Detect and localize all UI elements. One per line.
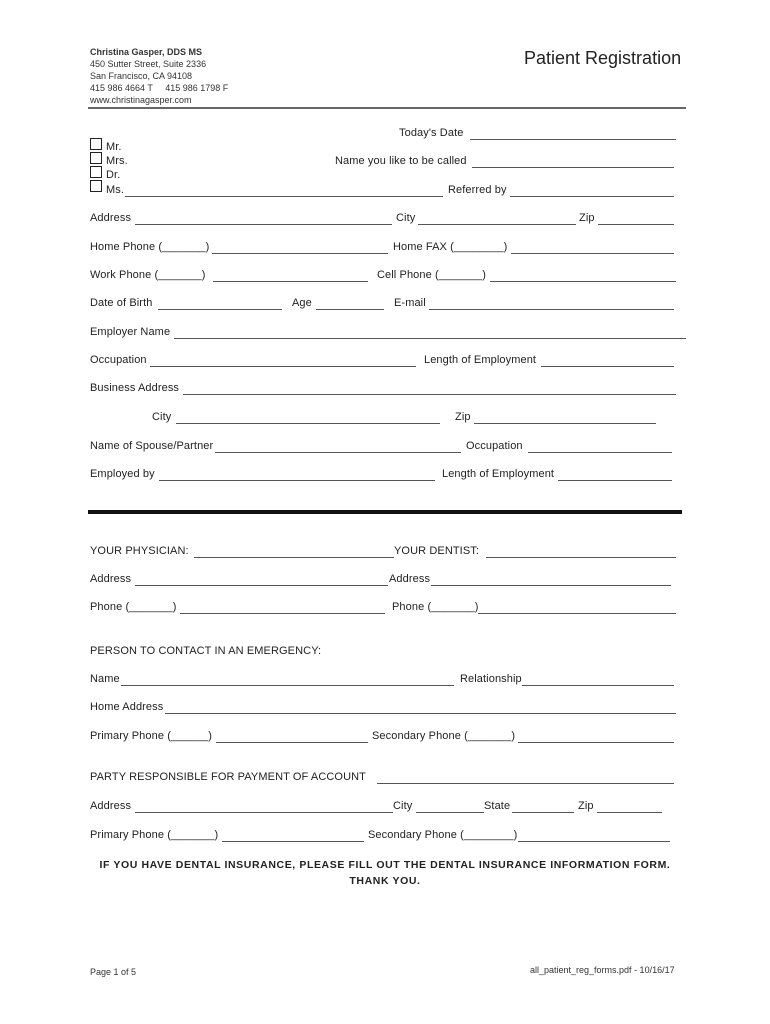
business-address-field[interactable]: [183, 394, 676, 395]
dentist-field[interactable]: [486, 557, 676, 558]
dentist-phone-label: Phone (_______): [392, 601, 479, 613]
emergency-heading: PERSON TO CONTACT IN AN EMERGENCY:: [90, 645, 322, 657]
business-city-field[interactable]: [176, 423, 440, 424]
responsible-secondary-phone-label: Secondary Phone (________): [368, 829, 518, 841]
insurance-notice-line2: THANK YOU.: [349, 875, 421, 887]
dentist-label: YOUR DENTIST:: [394, 545, 480, 557]
salutation-dr-label: Dr.: [106, 169, 121, 181]
responsible-primary-phone-field[interactable]: [222, 841, 364, 842]
salutation-mr-label: Mr.: [106, 141, 122, 153]
header-divider: [88, 107, 686, 109]
name-field[interactable]: [125, 196, 443, 197]
occupation-label: Occupation: [90, 354, 147, 366]
responsible-state-label: State: [484, 800, 511, 812]
dob-label: Date of Birth: [90, 297, 153, 309]
responsible-state-field[interactable]: [512, 812, 574, 813]
emergency-primary-phone-label: Primary Phone (______): [90, 730, 213, 742]
section-divider: [88, 510, 682, 514]
city-label: City: [396, 212, 416, 224]
occupation-field[interactable]: [150, 366, 416, 367]
relationship-label: Relationship: [460, 673, 522, 685]
home-fax-field[interactable]: [511, 253, 674, 254]
city-field[interactable]: [418, 224, 576, 225]
emergency-home-address-label: Home Address: [90, 701, 164, 713]
todays-date-label: Today's Date: [399, 127, 464, 139]
cell-phone-label: Cell Phone (_______): [377, 269, 487, 281]
responsible-zip-label: Zip: [578, 800, 594, 812]
physician-phone-label: Phone (_______): [90, 601, 177, 613]
referred-by-field[interactable]: [510, 196, 674, 197]
spouse-length-label: Length of Employment: [442, 468, 555, 480]
age-field[interactable]: [316, 309, 384, 310]
name-called-label: Name you like to be called: [335, 155, 467, 167]
zip-label: Zip: [579, 212, 595, 224]
relationship-field[interactable]: [522, 685, 674, 686]
todays-date-field[interactable]: [470, 139, 676, 140]
physician-phone-field[interactable]: [180, 613, 385, 614]
emergency-secondary-phone-field[interactable]: [518, 742, 674, 743]
physician-field[interactable]: [194, 557, 394, 558]
responsible-city-field[interactable]: [416, 812, 484, 813]
emergency-secondary-phone-label: Secondary Phone (_______): [372, 730, 516, 742]
salutation-mrs-label: Mrs.: [106, 155, 128, 167]
spouse-name-field[interactable]: [215, 452, 461, 453]
responsible-primary-phone-label: Primary Phone (_______): [90, 829, 219, 841]
home-phone-label: Home Phone (_______): [90, 241, 210, 253]
home-phone-field[interactable]: [212, 253, 388, 254]
physician-address-field[interactable]: [135, 585, 388, 586]
checkbox-mr[interactable]: [90, 138, 102, 150]
work-phone-field[interactable]: [213, 281, 368, 282]
practice-info: [90, 46, 228, 106]
employed-by-label: Employed by: [90, 468, 155, 480]
responsible-city-label: City: [393, 800, 413, 812]
cell-phone-field[interactable]: [490, 281, 676, 282]
spouse-name-label: Name of Spouse/Partner: [90, 440, 214, 452]
dentist-address-field[interactable]: [431, 585, 671, 586]
insurance-notice: [88, 857, 682, 889]
checkbox-dr[interactable]: [90, 166, 102, 178]
emergency-name-label: Name: [90, 673, 120, 685]
email-field[interactable]: [429, 309, 674, 310]
practice-website[interactable]: www.christinagasper.com: [90, 95, 192, 105]
referred-by-label: Referred by: [448, 184, 507, 196]
spouse-length-field[interactable]: [558, 480, 672, 481]
salutation-ms-label: Ms.: [106, 184, 125, 196]
name-called-field[interactable]: [472, 167, 674, 168]
checkbox-ms[interactable]: [90, 180, 102, 192]
responsible-address-label: Address: [90, 800, 132, 812]
dentist-phone-field[interactable]: [478, 613, 676, 614]
responsible-party-field[interactable]: [377, 783, 674, 784]
responsible-secondary-phone-field[interactable]: [518, 841, 670, 842]
zip-field[interactable]: [598, 224, 674, 225]
address-field[interactable]: [135, 224, 392, 225]
emergency-name-field[interactable]: [121, 685, 454, 686]
work-phone-label: Work Phone (_______): [90, 269, 206, 281]
page-number: Page 1 of 5: [90, 967, 137, 977]
business-address-label: Business Address: [90, 382, 180, 394]
employer-name-field[interactable]: [174, 338, 686, 339]
address-label: Address: [90, 212, 132, 224]
insurance-notice-line1: IF YOU HAVE DENTAL INSURANCE, PLEASE FILL OUT THE DENTAL INSURANCE INFORMATION FORM.: [99, 859, 671, 871]
length-employment-label: Length of Employment: [424, 354, 537, 366]
emergency-home-address-field[interactable]: [165, 713, 676, 714]
file-reference: all_patient_reg_forms.pdf - 10/16/17: [530, 965, 675, 975]
spouse-occupation-label: Occupation: [466, 440, 523, 452]
responsible-zip-field[interactable]: [597, 812, 662, 813]
dentist-address-label: Address: [389, 573, 431, 585]
length-employment-field[interactable]: [541, 366, 674, 367]
responsible-heading: PARTY RESPONSIBLE FOR PAYMENT OF ACCOUNT: [90, 771, 366, 783]
responsible-address-field[interactable]: [135, 812, 393, 813]
practice-city-state: San Francisco, CA 94108: [90, 71, 193, 81]
home-fax-label: Home FAX (________): [393, 241, 508, 253]
checkbox-mrs[interactable]: [90, 152, 102, 164]
age-label: Age: [292, 297, 312, 309]
email-label: E-mail: [394, 297, 426, 309]
business-city-label: City: [152, 411, 172, 423]
practice-phones: 415 986 4664 T 415 986 1798 F: [90, 83, 229, 93]
spouse-occupation-field[interactable]: [528, 452, 672, 453]
business-zip-label: Zip: [455, 411, 471, 423]
employed-by-field[interactable]: [159, 480, 435, 481]
physician-address-label: Address: [90, 573, 132, 585]
employer-name-label: Employer Name: [90, 326, 171, 338]
emergency-primary-phone-field[interactable]: [216, 742, 368, 743]
practice-street: 450 Sutter Street, Suite 2336: [90, 59, 207, 69]
physician-label: YOUR PHYSICIAN:: [90, 545, 189, 557]
dob-field[interactable]: [158, 309, 282, 310]
business-zip-field[interactable]: [474, 423, 656, 424]
page-title: Patient Registration: [524, 48, 682, 68]
practice-name: Christina Gasper, DDS MS: [90, 47, 203, 57]
